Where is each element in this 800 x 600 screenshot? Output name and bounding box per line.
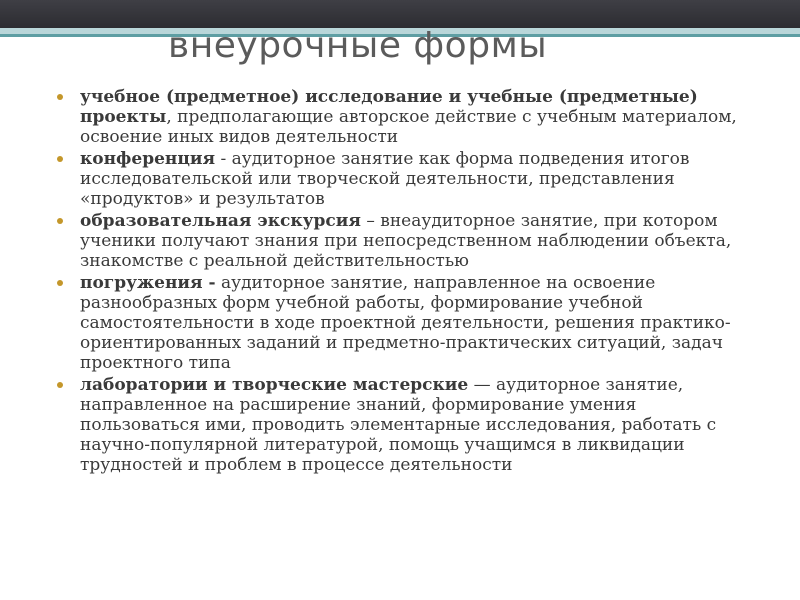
item-term: образовательная экскурсия [80, 211, 361, 231]
item-description: — аудиторное занятие, направленное на расширение знаний, формирование умения пользоваться ими, проводить элементарные исследования, работать с научно-популярной литературой, помощь учащимся в ликвидации трудностей и проблем в процессе деятельности [80, 375, 717, 475]
item-term: погружения - [80, 273, 216, 293]
bullet-list [54, 87, 754, 477]
item-description: , предполагающие авторское действие с учебным материалом, освоение иных видов деятельности [80, 107, 737, 147]
list-item [54, 211, 754, 271]
item-term: учебное (предметное) исследование и учебные (предметные) проекты [80, 87, 698, 127]
bullet-icon [57, 94, 63, 100]
list-item [54, 375, 754, 475]
bullet-icon [57, 156, 63, 162]
slide-title: внеурочные формы [168, 25, 548, 66]
bullet-icon [57, 280, 63, 286]
list-item [54, 273, 754, 373]
item-term: лаборатории и творческие мастерские [80, 375, 469, 395]
item-term: конференция [80, 149, 216, 169]
item-description: - аудиторное занятие как форма подведения итогов исследовательской или творческой деятельности, представления «продуктов» и результатов [80, 149, 690, 209]
bullet-icon [57, 218, 63, 224]
bullet-icon [57, 382, 63, 388]
item-description: – внеаудиторное занятие, при котором ученики получают знания при непосредственном наблюдении объекта, знакомстве с реальной действительностью [80, 211, 732, 271]
list-item [54, 87, 754, 147]
item-description: аудиторное занятие, направленное на освоение разнообразных форм учебной работы, формирование учебной самостоятельности в ходе проектной деятельности, решения практико-ориентированных заданий и предметно-практических ситуаций, задач проектного типа [80, 273, 731, 373]
list-item [54, 149, 754, 209]
